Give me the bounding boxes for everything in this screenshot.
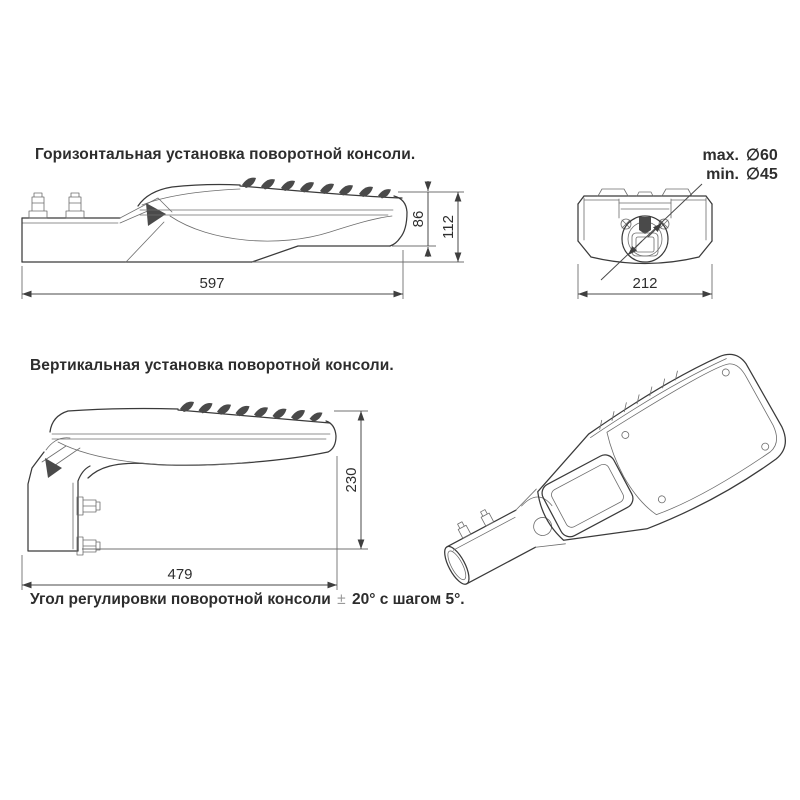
dim-length-479 xyxy=(22,456,337,590)
vertical-side-view-drawing xyxy=(28,402,336,555)
dim-label-112: 112 xyxy=(440,215,457,239)
dim-height-230 xyxy=(82,411,368,549)
min-label: min. xyxy=(706,166,739,183)
bolt-icon xyxy=(479,509,494,526)
screw-icon xyxy=(621,219,631,229)
dim-label-597: 597 xyxy=(199,275,225,292)
bolt-icon xyxy=(66,193,84,218)
max-label: max. xyxy=(702,147,739,164)
dim-label-212: 212 xyxy=(632,275,658,292)
heatsink-fins xyxy=(242,178,391,199)
dim-label-86: 86 xyxy=(410,210,427,228)
screw-icon xyxy=(760,442,769,451)
heatsink-fins xyxy=(180,402,323,422)
isometric-view-drawing xyxy=(418,340,797,623)
diameter-callout xyxy=(601,184,702,280)
end-view-drawing xyxy=(578,184,712,280)
horizontal-side-view-drawing xyxy=(22,178,407,262)
dim-width-212 xyxy=(578,264,712,299)
max-diameter-value: ∅60 xyxy=(746,147,778,164)
dim-label-230: 230 xyxy=(343,467,360,493)
bolt-icon xyxy=(77,537,100,555)
diameter-limits xyxy=(703,147,778,183)
note-text-end: 20° с шагом 5°. xyxy=(347,591,465,608)
bolt-icon xyxy=(456,521,471,538)
screw-icon xyxy=(657,495,666,504)
plus-minus-sign: ± xyxy=(337,591,346,608)
screw-icon xyxy=(621,430,630,439)
vertical-install-title: Вертикальная установка поворотной консоли. xyxy=(30,357,394,374)
dim-length-597 xyxy=(22,250,403,299)
horizontal-install-title: Горизонтальная установка поворотной консоли. xyxy=(35,146,416,163)
note-text-start: Угол регулировки поворотной консоли xyxy=(30,591,336,608)
screw-icon xyxy=(721,368,730,377)
bolt-icon xyxy=(29,193,47,218)
min-diameter-value: ∅45 xyxy=(746,166,778,183)
dim-label-479: 479 xyxy=(167,566,193,583)
bolt-icon xyxy=(77,497,100,515)
